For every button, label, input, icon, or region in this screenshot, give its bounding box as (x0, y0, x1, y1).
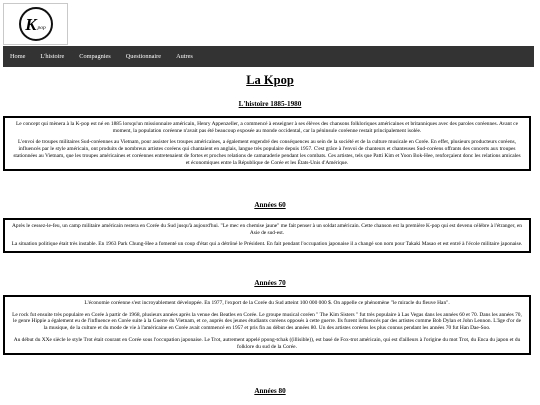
nav-autres[interactable]: Autres (176, 53, 193, 60)
section-heading-80s: Années 80 (254, 387, 286, 395)
section-heading-history: L'histoire 1885-1980 (238, 100, 302, 108)
page-title: La Kpop (246, 73, 294, 87)
nav-compagnies[interactable]: Compagnies (79, 53, 111, 60)
section-box-history (3, 116, 531, 171)
section-box-60s (3, 218, 531, 253)
paragraph: Le rock fut ensuite très populaire en Corée à partir de 1968, plusieurs années après la venue des Beatles en Corée. Le groupe musical coréen " The Kim Sisters " fut très populaire à Las Vegas dans les années 60 et 70. Dans les années 70, le genre Hippie a également eu de l'influence en Corée suite à la Guerre du Vietnam, et ce, auprès des jeunes étudiants coréens opposés à cette guerre. Ils furent influencés par des artistes comme Bob Dylan et John Lennon. L'âge d'or de la musique, de la culture et du mode de vie à l'américaine en Corée avait commencé en 1957 et pris fin au début des années 80. Un des artistes coréens les plus connus pendant les années 70 fut Han Dae-Soo. (12, 311, 522, 332)
logo-pop: pop (37, 24, 46, 31)
nav-histoire[interactable]: L'histoire (40, 53, 65, 60)
paragraph: L'envoi de troupes militaires Sud-coréennes au Vietnam, pour assister les troupes américaines, a également engendré des conséquences au sein de la société et de la culture musicale en Corée. En effet, plusieurs producteurs coréens, influencés par le style américain, ont produits de nombreux artistes coréens qui chantaient en anglais, langue très populaire depuis 1957. C'est grâce à l'envoi de chanteurs et chanteuses Sud-coréens offrants des concerts aux troupes stationnées au Vietnam, que les troupes américaines et coréennes entretenaient de fortes et proches relations de camaraderie pendant les combats. Ces artistes, tels que Patti Kim et Yoon Bok-Hee, renforçaient donc les relations amicales et économiques entre la République de Corée et les États-Unis d'Amérique. (13, 139, 521, 166)
nav-questionnaire[interactable]: Questionnaire (125, 53, 162, 60)
paragraph: La situation politique était très instable. En 1963 Park Chung-Hee a fomenté un coup d'état qui a détrôné le Président. En fait pendant l'occupation japonaise il a changé son nom pour Takaki Masao et est entré à l'école militaire japonaise. (11, 241, 523, 248)
paragraph: Le concept qui mènera à la K-pop est né en 1885 lorsqu'un missionnaire américain, Henry Appenzeller, a commencé à enseigner à ses élèves des chansons folkloriques américaines et britanniques avec des paroles coréennes. Avant ce moment, la population coréenne n'avait pas été beaucoup exposée au monde occidental, car la péninsule coréenne restait principalement isolée. (16, 121, 518, 134)
logo-emblem (19, 7, 53, 41)
section-heading-60s: Années 60 (254, 201, 286, 209)
site-logo[interactable] (3, 3, 68, 45)
paragraph: L'économie coréenne s'est incroyablement développée. En 1977, l'export de la Corée du Sud atteint 100 000 000 $. On appelle ce phénomène "le miracle du fleuve Han". (84, 300, 450, 306)
paragraph: Après le cessez-le-feu, un camp militaire américain restera en Corée du Sud jusqu'à aujourd'hui. "Le mec en chemise jaune" me fait penser à un soldat américain. Cette chanson est la première K-pop qui est devenu célèbre à l'étranger, en Asie de sud-est. (11, 223, 523, 236)
section-heading-70s: Années 70 (254, 279, 286, 287)
logo-letter: K (25, 14, 37, 34)
nav-home[interactable]: Home (10, 53, 26, 60)
main-navbar (3, 46, 534, 67)
section-box-70s (3, 295, 531, 355)
paragraph: Au début du XXe siècle le style Trot était courant en Corée sous l'occupation japonaise. Le Trot, autrement appelé ppong-tchak ((illisible)), est basé de Fox-trot américain, qui est d'ailleurs à l'origine du mot Trot, du Enca du japon et du folklore du sud de la Corée. (13, 336, 521, 350)
